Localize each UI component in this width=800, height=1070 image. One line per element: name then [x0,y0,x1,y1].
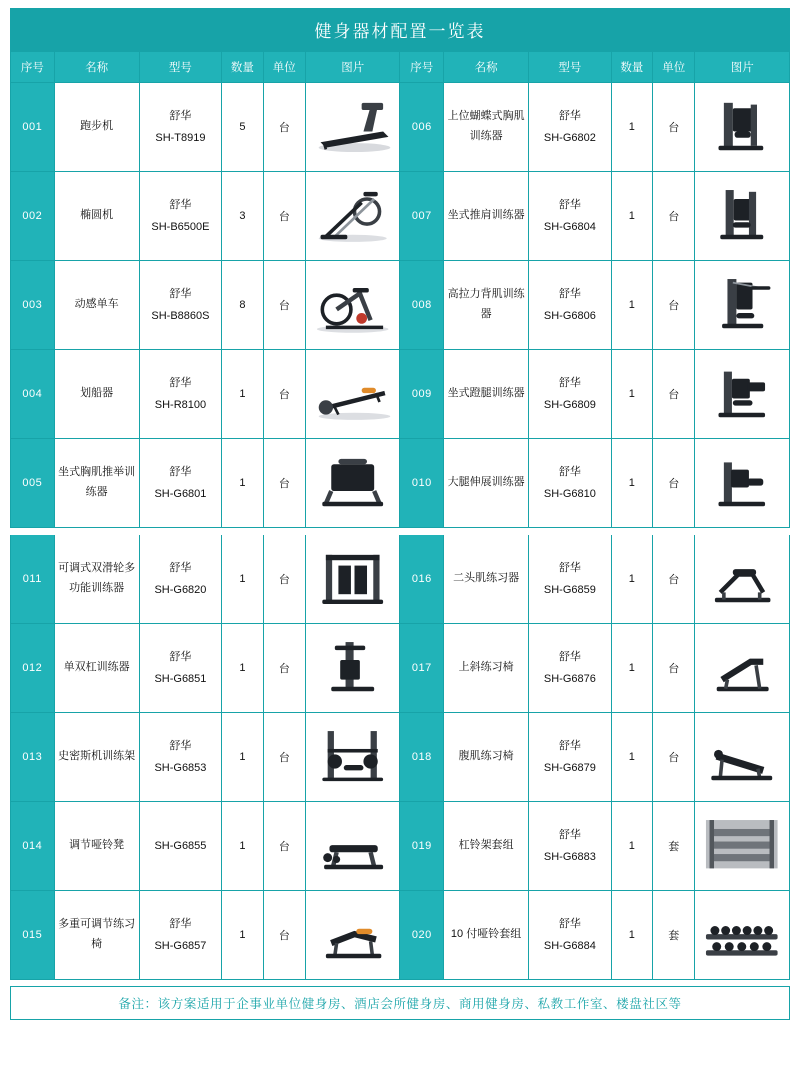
row-index-right: 018 [400,713,444,802]
equipment-image-left [306,172,400,261]
equipment-quantity-right: 1 [611,535,652,624]
equipment-image-left [306,535,400,624]
equipment-model-left [139,172,222,261]
ab-decline-bench-photo [697,718,787,796]
equipment-name-left: 坐式胸肌推举训练器 [54,439,139,528]
equipment-quantity-right: 1 [611,261,652,350]
equipment-unit-right: 台 [652,350,694,439]
column-header-unit-left: 单位 [263,52,305,83]
row-index-left: 004 [11,350,55,439]
equipment-unit-left: 台 [263,172,305,261]
column-header-model-right: 型号 [529,52,612,83]
row-index-left: 003 [11,261,55,350]
preacher-curl-bench-photo [697,540,787,618]
equipment-name-left: 可调式双滑轮多功能训练器 [54,535,139,624]
equipment-model-right [529,439,612,528]
row-index-right: 016 [400,535,444,624]
equipment-quantity-left: 1 [222,535,263,624]
adjustable-dumbbell-bench-photo [308,807,397,885]
brand-text: 舒华 [169,377,192,389]
equipment-image-right [695,261,790,350]
equipment-unit-left: 台 [263,891,305,980]
equipment-model-right [529,802,612,891]
equipment-quantity-left: 5 [222,83,263,172]
multi-adjustable-bench-photo [308,896,397,974]
row-index-left: 013 [11,713,55,802]
model-code-text: SH-T8919 [155,132,206,144]
model-code-text: SH-G6809 [543,399,596,411]
footer-note: 备注：该方案适用于企事业单位健身房、酒店会所健身房、商用健身房、私教工作室、楼盘社区等 [10,986,790,1020]
equipment-quantity-left: 1 [222,624,263,713]
equipment-unit-right: 台 [652,261,694,350]
table-row [11,439,790,528]
equipment-name-left: 多重可调节练习椅 [54,891,139,980]
equipment-unit-right: 套 [652,891,694,980]
equipment-model-right [529,83,612,172]
brand-text: 舒华 [558,110,581,122]
incline-bench-photo [697,629,787,707]
equipment-image-right [695,83,790,172]
equipment-unit-right: 台 [652,535,694,624]
table-row [11,713,790,802]
leg-extension-photo [697,444,787,522]
equipment-name-right: 上斜练习椅 [444,624,529,713]
equipment-quantity-right: 1 [611,350,652,439]
row-index-right: 019 [400,802,444,891]
equipment-unit-right: 台 [652,624,694,713]
table-row [11,83,790,172]
column-header-image-right: 图片 [695,52,790,83]
dumbbell-set-rack-photo [697,896,787,974]
brand-text: 舒华 [169,466,192,478]
equipment-quantity-left: 1 [222,439,263,528]
equipment-model-left [139,713,222,802]
row-index-right: 017 [400,624,444,713]
brand-text: 舒华 [558,918,581,930]
row-index-left: 005 [11,439,55,528]
equipment-model-right [529,350,612,439]
column-header-qty-right: 数量 [611,52,652,83]
equipment-unit-left: 台 [263,624,305,713]
equipment-image-right [695,891,790,980]
column-header-name-right: 名称 [444,52,529,83]
equipment-model-left [139,261,222,350]
equipment-name-right: 杠铃架套组 [444,802,529,891]
equipment-image-right [695,350,790,439]
equipment-name-left: 调节哑铃凳 [54,802,139,891]
model-code-text: SH-G6884 [543,940,596,952]
equipment-name-right: 二头肌练习器 [444,535,529,624]
equipment-name-right: 大腿伸展训练器 [444,439,529,528]
equipment-configuration-sheet [10,8,790,1020]
page-title: 健身器材配置一览表 [10,8,790,51]
row-index-right: 009 [400,350,444,439]
table-header-row [11,52,790,83]
column-header-index-left: 序号 [11,52,55,83]
model-code-text: SH-B6500E [151,221,210,233]
equipment-quantity-right: 1 [611,172,652,261]
model-code-text: SH-R8100 [154,399,207,411]
equipment-model-left [139,535,222,624]
equipment-quantity-right: 1 [611,802,652,891]
equipment-image-right [695,713,790,802]
row-index-left: 012 [11,624,55,713]
column-header-qty-left: 数量 [222,52,263,83]
equipment-model-right [529,535,612,624]
equipment-unit-left: 台 [263,261,305,350]
model-code-text: SH-G6801 [154,488,207,500]
equipment-name-right: 高拉力背肌训练器 [444,261,529,350]
equipment-model-right [529,261,612,350]
brand-text: 舒华 [558,377,581,389]
equipment-model-left [139,802,222,891]
equipment-image-right [695,535,790,624]
equipment-name-right: 腹肌练习椅 [444,713,529,802]
model-code-text: SH-G6857 [154,940,207,952]
equipment-quantity-left: 3 [222,172,263,261]
table-row [11,261,790,350]
equipment-image-left [306,350,400,439]
table-body [11,83,790,980]
table-row [11,802,790,891]
brand-text: 舒华 [558,740,581,752]
equipment-quantity-left: 1 [222,350,263,439]
shoulder-press-photo [697,177,787,255]
table-row [11,172,790,261]
model-code-text: SH-G6820 [154,584,207,596]
equipment-model-left [139,439,222,528]
equipment-image-right [695,172,790,261]
equipment-quantity-right: 1 [611,439,652,528]
table-row [11,624,790,713]
equipment-image-left [306,713,400,802]
model-code-text: SH-G6804 [543,221,596,233]
smith-machine-photo [308,718,397,796]
brand-text: 舒华 [558,466,581,478]
brand-text: 舒华 [169,562,192,574]
equipment-model-right [529,624,612,713]
model-code-text: SH-G6879 [543,762,596,774]
model-code-text: SH-G6853 [154,762,207,774]
equipment-quantity-right: 1 [611,713,652,802]
brand-text: 舒华 [169,740,192,752]
model-code-text: SH-G6859 [543,584,596,596]
equipment-unit-left: 台 [263,713,305,802]
lat-pulldown-photo [697,266,787,344]
model-code-text: SH-G6855 [154,840,207,852]
equipment-model-left [139,350,222,439]
row-index-right: 020 [400,891,444,980]
equipment-model-left [139,83,222,172]
block-separator [11,528,790,535]
row-index-left: 001 [11,83,55,172]
brand-text: 舒华 [558,562,581,574]
model-code-text: SH-G6883 [543,851,596,863]
equipment-model-right [529,172,612,261]
brand-text: 舒华 [558,829,581,841]
chest-press-photo [308,444,397,522]
equipment-unit-left: 台 [263,83,305,172]
equipment-image-left [306,891,400,980]
equipment-name-left: 跑步机 [54,83,139,172]
equipment-unit-right: 台 [652,83,694,172]
equipment-name-left: 史密斯机训练架 [54,713,139,802]
table-row [11,891,790,980]
brand-text: 舒华 [558,651,581,663]
cable-crossover-photo [308,540,397,618]
brand-text: 舒华 [558,288,581,300]
model-code-text: SH-G6806 [543,310,596,322]
equipment-unit-right: 台 [652,713,694,802]
brand-text: 舒华 [169,651,192,663]
table-row [11,535,790,624]
model-code-text: SH-G6851 [154,673,207,685]
equipment-image-right [695,802,790,891]
equipment-image-right [695,624,790,713]
equipment-name-left: 划船器 [54,350,139,439]
column-header-index-right: 序号 [400,52,444,83]
equipment-model-right [529,713,612,802]
table-row [11,350,790,439]
model-code-text: SH-B8860S [151,310,210,322]
equipment-name-left: 单双杠训练器 [54,624,139,713]
column-header-image-left: 图片 [306,52,400,83]
equipment-name-right: 上位蝴蝶式胸肌训练器 [444,83,529,172]
equipment-name-right: 坐式蹬腿训练器 [444,350,529,439]
equipment-unit-left: 台 [263,350,305,439]
row-index-right: 007 [400,172,444,261]
row-index-left: 011 [11,535,55,624]
model-code-text: SH-G6802 [543,132,596,144]
equipment-image-left [306,624,400,713]
equipment-model-left [139,891,222,980]
row-index-left: 014 [11,802,55,891]
equipment-image-right [695,439,790,528]
equipment-name-left: 动感单车 [54,261,139,350]
equipment-quantity-left: 8 [222,261,263,350]
equipment-unit-right: 套 [652,802,694,891]
equipment-name-right: 坐式推肩训练器 [444,172,529,261]
equipment-image-left [306,261,400,350]
equipment-quantity-left: 1 [222,891,263,980]
row-index-right: 008 [400,261,444,350]
equipment-name-left: 椭圆机 [54,172,139,261]
equipment-unit-right: 台 [652,172,694,261]
equipment-model-left [139,624,222,713]
brand-text: 舒华 [169,918,192,930]
row-index-right: 006 [400,83,444,172]
pec-fly-machine-photo [697,88,787,166]
equipment-quantity-left: 1 [222,802,263,891]
leg-press-photo [697,355,787,433]
dip-chin-assist-photo [308,629,397,707]
row-index-left: 015 [11,891,55,980]
model-code-text: SH-G6810 [543,488,596,500]
spin-bike-photo [308,266,397,344]
equipment-quantity-right: 1 [611,624,652,713]
equipment-unit-left: 台 [263,535,305,624]
equipment-unit-left: 台 [263,439,305,528]
brand-text: 舒华 [558,199,581,211]
equipment-image-left [306,802,400,891]
column-header-model-left: 型号 [139,52,222,83]
equipment-quantity-right: 1 [611,83,652,172]
equipment-unit-left: 台 [263,802,305,891]
column-header-unit-right: 单位 [652,52,694,83]
row-index-right: 010 [400,439,444,528]
barbell-rack-set-photo [697,807,787,885]
treadmill-photo [308,88,397,166]
brand-text: 舒华 [169,199,192,211]
equipment-quantity-left: 1 [222,713,263,802]
brand-text: 舒华 [169,288,192,300]
rowing-machine-photo [308,355,397,433]
equipment-image-left [306,439,400,528]
equipment-table [10,51,790,980]
model-code-text: SH-G6876 [543,673,596,685]
equipment-quantity-right: 1 [611,891,652,980]
row-index-left: 002 [11,172,55,261]
equipment-name-right: 10 付哑铃套组 [444,891,529,980]
equipment-unit-right: 台 [652,439,694,528]
brand-text: 舒华 [169,110,192,122]
equipment-model-right [529,891,612,980]
column-header-name-left: 名称 [54,52,139,83]
equipment-image-left [306,83,400,172]
elliptical-photo [308,177,397,255]
